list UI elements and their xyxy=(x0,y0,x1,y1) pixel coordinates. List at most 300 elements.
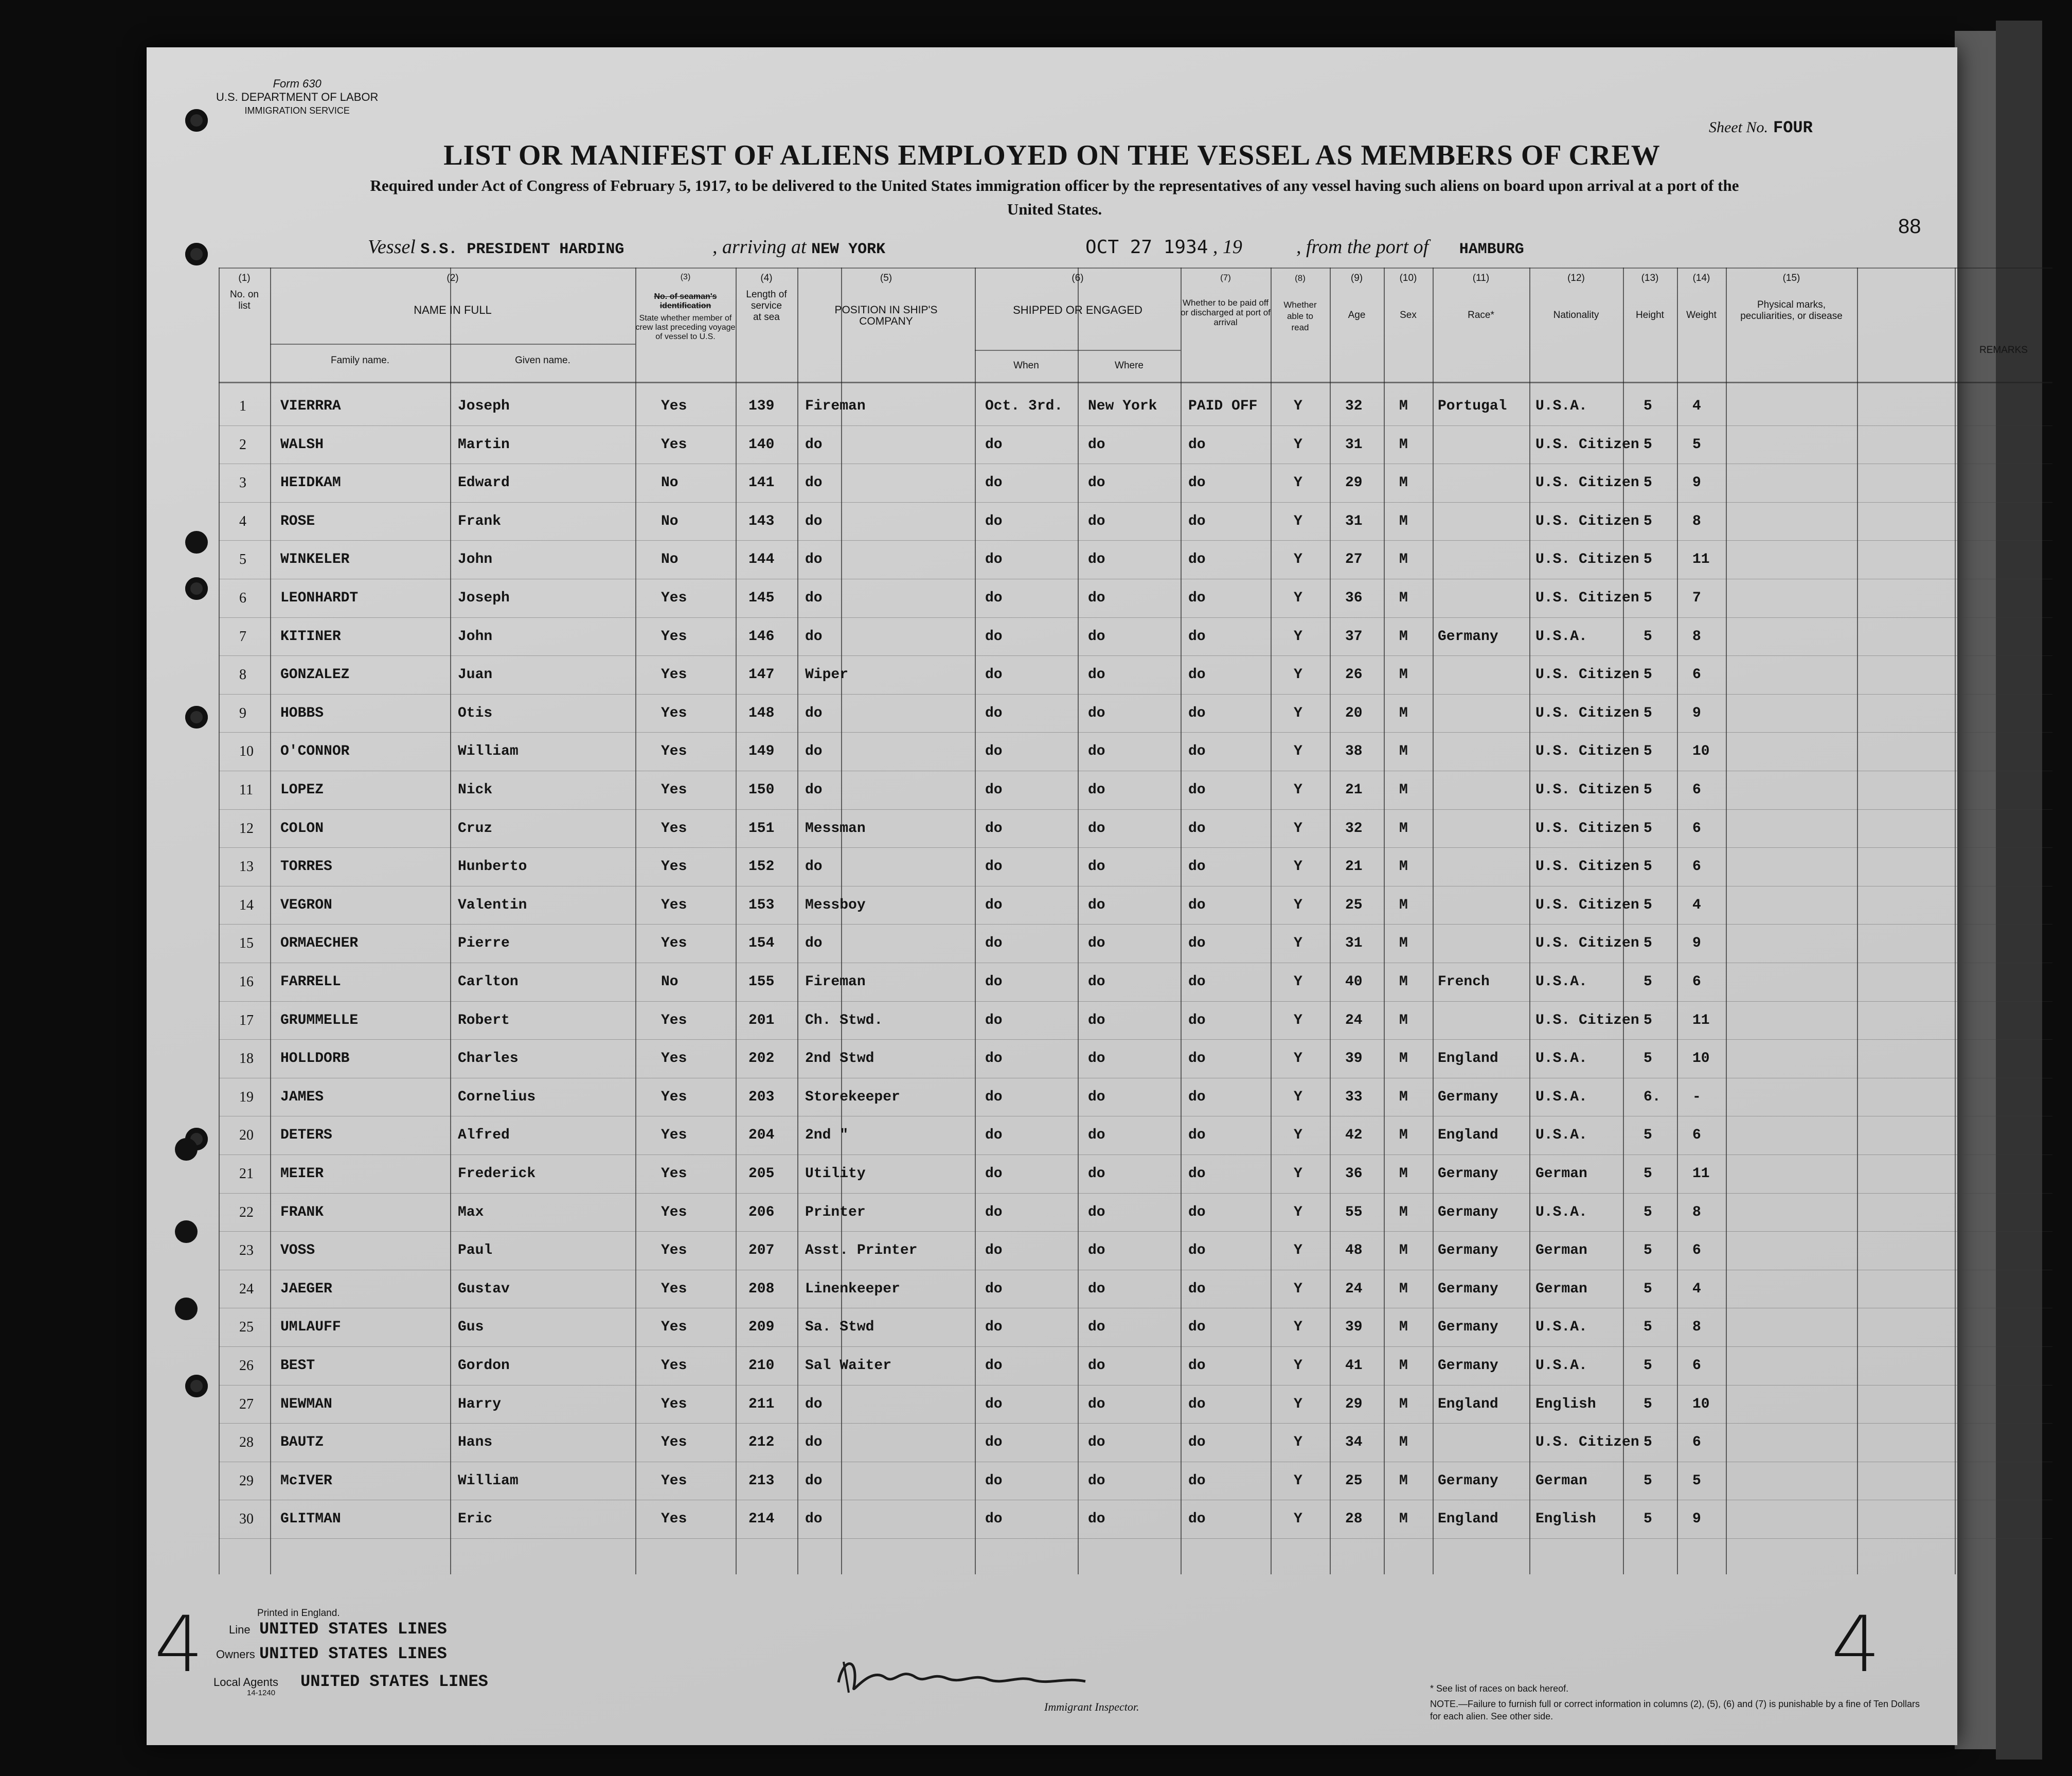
cell-shipped-when: do xyxy=(985,1127,1003,1144)
header-family: Family name. xyxy=(330,355,390,366)
header-when: When xyxy=(1013,360,1039,371)
cell-sex: M xyxy=(1399,859,1408,875)
col-num-4: (4) xyxy=(760,273,773,283)
col-label-prev-voyage: State whether member of crew last preceding voyage of vessel to U.S. xyxy=(635,314,736,341)
cell-weight: - xyxy=(1692,1089,1701,1105)
cell-given-name: Alfred xyxy=(458,1127,510,1144)
cell-weight: 6 xyxy=(1692,1358,1701,1374)
cell-family-name: WALSH xyxy=(280,436,324,453)
cell-height: 5 xyxy=(1644,897,1652,913)
cell-paid-off: do xyxy=(1188,1166,1206,1182)
cell-shipped-when: do xyxy=(985,935,1003,952)
cell-paid-off: do xyxy=(1188,782,1206,798)
cell-previous-voyage: Yes xyxy=(661,1358,687,1374)
cell-able-to-read: Y xyxy=(1294,590,1302,606)
cell-sex: M xyxy=(1399,1089,1408,1105)
cell-shipped-where: do xyxy=(1088,1127,1105,1144)
header-no xyxy=(219,273,270,312)
cell-paid-off: do xyxy=(1188,859,1206,875)
cell-row-number: 5 xyxy=(239,552,246,568)
cell-position: Asst. Printer xyxy=(805,1242,918,1259)
cell-position: do xyxy=(805,1434,823,1451)
cell-nationality: U.S.A. xyxy=(1535,1358,1587,1374)
cell-paid-off: do xyxy=(1188,1281,1206,1297)
cell-paid-off: do xyxy=(1188,1051,1206,1067)
cell-weight: 8 xyxy=(1692,513,1701,529)
cell-service-length: 143 xyxy=(748,513,775,529)
cell-family-name: COLON xyxy=(280,820,324,837)
cell-race: Germany xyxy=(1438,1281,1498,1297)
footer-form-code: 14-1240 xyxy=(247,1689,276,1697)
cell-age: 26 xyxy=(1345,667,1363,683)
cell-weight: 11 xyxy=(1692,1166,1710,1182)
cell-previous-voyage: Yes xyxy=(661,628,687,645)
form-department: U.S. DEPARTMENT OF LABOR xyxy=(216,91,379,103)
cell-sex: M xyxy=(1399,667,1408,683)
cell-nationality: U.S.A. xyxy=(1535,974,1587,990)
col-label-paid: Whether to be paid off or discharged at port of arrival xyxy=(1181,298,1271,327)
cell-shipped-when: do xyxy=(985,974,1003,990)
header-read xyxy=(1271,273,1330,333)
col-num-10: (10) xyxy=(1399,273,1417,283)
footer-inspector: Immigrant Inspector. xyxy=(1044,1700,1139,1713)
cell-service-length: 139 xyxy=(748,398,775,414)
cell-previous-voyage: Yes xyxy=(661,667,687,683)
cell-row-number: 8 xyxy=(239,667,246,683)
cell-age: 31 xyxy=(1345,513,1363,529)
cell-shipped-where: do xyxy=(1088,743,1105,760)
cell-age: 21 xyxy=(1345,782,1363,798)
col-label-nationality: Nationality xyxy=(1553,310,1599,321)
cell-weight: 11 xyxy=(1692,1012,1710,1028)
cell-height: 5 xyxy=(1644,705,1652,721)
cell-race: Portugal xyxy=(1438,398,1507,414)
col-num-5: (5) xyxy=(880,273,892,283)
table-row xyxy=(219,1385,2052,1423)
cell-paid-off: do xyxy=(1188,705,1206,721)
cell-age: 55 xyxy=(1345,1204,1363,1220)
cell-service-length: 209 xyxy=(748,1319,775,1336)
cell-height: 5 xyxy=(1644,743,1652,760)
table-row xyxy=(219,963,2052,1001)
left-page-mark: 4 xyxy=(154,1600,204,1690)
cell-row-number: 16 xyxy=(239,974,254,990)
header-shipped xyxy=(975,273,1181,316)
cell-previous-voyage: Yes xyxy=(661,1434,687,1451)
cell-able-to-read: Y xyxy=(1294,935,1302,952)
table-row xyxy=(219,732,2052,770)
arriving-port: NEW YORK xyxy=(811,241,886,258)
binder-hole xyxy=(185,1375,208,1397)
cell-weight: 10 xyxy=(1692,1051,1710,1067)
cell-shipped-where: do xyxy=(1088,974,1105,990)
cell-given-name: Valentin xyxy=(458,897,527,913)
cell-able-to-read: Y xyxy=(1294,1281,1302,1297)
table-row xyxy=(219,694,2052,732)
col-num-15: (15) xyxy=(1782,273,1800,283)
cell-service-length: 151 xyxy=(748,820,775,837)
cell-paid-off: do xyxy=(1188,1396,1206,1412)
cell-able-to-read: Y xyxy=(1294,1319,1302,1336)
cell-shipped-where: do xyxy=(1088,935,1105,952)
table-row xyxy=(219,1193,2052,1231)
cell-position: do xyxy=(805,552,823,568)
name-subrule xyxy=(270,344,635,345)
cell-given-name: Gus xyxy=(458,1319,484,1336)
cell-paid-off: do xyxy=(1188,935,1206,952)
cell-race: Germany xyxy=(1438,1472,1498,1489)
page-subtitle: Required under Act of Congress of February 5, 1917, to be delivered to the United States immigration officer by the representatives of any vessel having such aliens on board upon arrival at a port of the United States. xyxy=(370,176,1739,218)
cell-row-number: 11 xyxy=(239,782,253,798)
cell-position: do xyxy=(805,1511,823,1528)
cell-sex: M xyxy=(1399,1434,1408,1451)
voyage-line xyxy=(368,236,624,258)
cell-service-length: 152 xyxy=(748,859,775,875)
cell-given-name: Carlton xyxy=(458,974,519,990)
cell-nationality: U.S. Citizen xyxy=(1535,935,1639,952)
cell-sex: M xyxy=(1399,1396,1408,1412)
cell-weight: 4 xyxy=(1692,1281,1701,1297)
cell-sex: M xyxy=(1399,552,1408,568)
cell-sex: M xyxy=(1399,1051,1408,1067)
cell-age: 21 xyxy=(1345,859,1363,875)
cell-previous-voyage: Yes xyxy=(661,782,687,798)
cell-shipped-where: do xyxy=(1088,1012,1105,1028)
cell-nationality: U.S. Citizen xyxy=(1535,705,1639,721)
cell-age: 34 xyxy=(1345,1434,1363,1451)
cell-service-length: 213 xyxy=(748,1472,775,1489)
cell-height: 5 xyxy=(1644,820,1652,837)
cell-previous-voyage: Yes xyxy=(661,859,687,875)
cell-age: 39 xyxy=(1345,1319,1363,1336)
cell-position: Storekeeper xyxy=(805,1089,900,1105)
cell-shipped-when: do xyxy=(985,1472,1003,1489)
binder-hole xyxy=(185,577,208,600)
cell-position: Fireman xyxy=(805,974,866,990)
cell-position: do xyxy=(805,590,823,606)
cell-age: 48 xyxy=(1345,1242,1363,1259)
cell-able-to-read: Y xyxy=(1294,1166,1302,1182)
cell-height: 5 xyxy=(1644,475,1652,491)
cell-row-number: 27 xyxy=(239,1396,254,1412)
cell-age: 29 xyxy=(1345,1396,1363,1412)
cell-previous-voyage: Yes xyxy=(661,1511,687,1528)
cell-paid-off: do xyxy=(1188,743,1206,760)
cell-paid-off: do xyxy=(1188,1127,1206,1144)
cell-given-name: John xyxy=(458,628,493,645)
cell-paid-off: do xyxy=(1188,628,1206,645)
cell-weight: 9 xyxy=(1692,935,1701,952)
cell-position: do xyxy=(805,859,823,875)
cell-given-name: William xyxy=(458,1472,519,1489)
cell-given-name: Juan xyxy=(458,667,493,683)
cell-position: Linenkeeper xyxy=(805,1281,900,1297)
header-age xyxy=(1330,273,1384,321)
cell-age: 32 xyxy=(1345,398,1363,414)
cell-given-name: Max xyxy=(458,1204,484,1220)
header-name xyxy=(270,273,635,316)
cell-family-name: VIERRRA xyxy=(280,398,341,414)
cell-shipped-when: do xyxy=(985,1319,1003,1336)
cell-row-number: 18 xyxy=(239,1051,254,1067)
cell-able-to-read: Y xyxy=(1294,1396,1302,1412)
cell-family-name: KITINER xyxy=(280,628,341,645)
cell-service-length: 210 xyxy=(748,1358,775,1374)
cell-given-name: Martin xyxy=(458,436,510,453)
cell-height: 5 xyxy=(1644,1396,1652,1412)
cell-shipped-when: do xyxy=(985,667,1003,683)
cell-weight: 6 xyxy=(1692,1127,1701,1144)
cell-shipped-when: do xyxy=(985,513,1003,529)
right-page-mark: 4 xyxy=(1831,1600,1881,1690)
table-row xyxy=(219,1078,2052,1116)
cell-previous-voyage: No xyxy=(661,552,678,568)
cell-service-length: 204 xyxy=(748,1127,775,1144)
cell-previous-voyage: No xyxy=(661,974,678,990)
cell-able-to-read: Y xyxy=(1294,897,1302,913)
cell-family-name: LEONHARDT xyxy=(280,590,359,606)
cell-position: Sa. Stwd xyxy=(805,1319,874,1336)
cell-age: 31 xyxy=(1345,436,1363,453)
arriving-line xyxy=(712,236,885,258)
header-physical xyxy=(1726,273,1857,322)
table-row xyxy=(219,1039,2052,1077)
cell-service-length: 212 xyxy=(748,1434,775,1451)
cell-nationality: U.S.A. xyxy=(1535,628,1587,645)
cell-paid-off: do xyxy=(1188,1511,1206,1528)
departure-port: HAMBURG xyxy=(1459,241,1524,258)
cell-race: Germany xyxy=(1438,1319,1498,1336)
cell-shipped-when: do xyxy=(985,1166,1003,1182)
cell-previous-voyage: Yes xyxy=(661,1319,687,1336)
col-num-9: (9) xyxy=(1350,273,1363,283)
cell-age: 29 xyxy=(1345,475,1363,491)
table-row xyxy=(219,1116,2052,1154)
cell-paid-off: do xyxy=(1188,1434,1206,1451)
cell-sex: M xyxy=(1399,1281,1408,1297)
cell-given-name: Frank xyxy=(458,513,502,529)
cell-height: 5 xyxy=(1644,436,1652,453)
cell-shipped-when: do xyxy=(985,590,1003,606)
vessel-label: Vessel xyxy=(368,236,416,258)
cell-service-length: 201 xyxy=(748,1012,775,1028)
cell-age: 27 xyxy=(1345,552,1363,568)
col-num-6: (6) xyxy=(1071,273,1084,283)
cell-shipped-when: do xyxy=(985,436,1003,453)
cell-sex: M xyxy=(1399,705,1408,721)
cell-row-number: 22 xyxy=(239,1204,254,1220)
from-line xyxy=(1296,236,1524,258)
cell-position: Utility xyxy=(805,1166,866,1182)
table-row xyxy=(219,425,2052,464)
cell-previous-voyage: Yes xyxy=(661,820,687,837)
cell-age: 25 xyxy=(1345,1472,1363,1489)
cell-height: 5 xyxy=(1644,1166,1652,1182)
header-given: Given name. xyxy=(515,355,570,366)
cell-shipped-where: do xyxy=(1088,820,1105,837)
binder-hole xyxy=(185,531,208,554)
cell-previous-voyage: Yes xyxy=(661,1472,687,1489)
vessel-name: S.S. PRESIDENT HARDING xyxy=(420,241,624,258)
cell-previous-voyage: Yes xyxy=(661,1396,687,1412)
cell-paid-off: do xyxy=(1188,974,1206,990)
sheet-number xyxy=(1709,118,1813,137)
cell-service-length: 145 xyxy=(748,590,775,606)
cell-height: 5 xyxy=(1644,1127,1652,1144)
cell-age: 20 xyxy=(1345,705,1363,721)
cell-shipped-where: do xyxy=(1088,1204,1105,1220)
cell-previous-voyage: Yes xyxy=(661,1166,687,1182)
cell-race: England xyxy=(1438,1396,1498,1412)
cell-paid-off: do xyxy=(1188,1319,1206,1336)
binder-hole xyxy=(185,243,208,265)
cell-shipped-when: do xyxy=(985,743,1003,760)
col-label-shipped: SHIPPED OR ENGAGED xyxy=(1013,304,1142,316)
cell-nationality: U.S. Citizen xyxy=(1535,743,1639,760)
cell-shipped-when: do xyxy=(985,820,1003,837)
cell-sex: M xyxy=(1399,743,1408,760)
cell-height: 5 xyxy=(1644,552,1652,568)
header-remarks: REMARKS xyxy=(1979,345,2028,356)
cell-age: 37 xyxy=(1345,628,1363,645)
cell-able-to-read: Y xyxy=(1294,705,1302,721)
cell-age: 31 xyxy=(1345,935,1363,952)
cell-shipped-where: do xyxy=(1088,705,1105,721)
table-row xyxy=(219,387,2052,425)
cell-shipped-when: do xyxy=(985,1281,1003,1297)
cell-race: Germany xyxy=(1438,1204,1498,1220)
header-weight xyxy=(1677,273,1726,321)
cell-given-name: Gustav xyxy=(458,1281,510,1297)
cell-nationality: U.S. Citizen xyxy=(1535,859,1639,875)
cell-paid-off: do xyxy=(1188,1358,1206,1374)
cell-service-length: 206 xyxy=(748,1204,775,1220)
cell-weight: 4 xyxy=(1692,897,1701,913)
table-row xyxy=(219,1270,2052,1308)
cell-shipped-where: do xyxy=(1088,1511,1105,1528)
col-num-7: (7) xyxy=(1220,273,1231,282)
cell-able-to-read: Y xyxy=(1294,667,1302,683)
cell-able-to-read: Y xyxy=(1294,436,1302,453)
cell-previous-voyage: Yes xyxy=(661,743,687,760)
cell-weight: 6 xyxy=(1692,667,1701,683)
cell-shipped-when: do xyxy=(985,1012,1003,1028)
col-num-8: (8) xyxy=(1295,273,1306,283)
cell-family-name: NEWMAN xyxy=(280,1396,332,1412)
cell-family-name: FARRELL xyxy=(280,974,341,990)
cell-shipped-when: do xyxy=(985,1089,1003,1105)
table-row xyxy=(219,464,2052,502)
header-height xyxy=(1623,273,1677,321)
cell-age: 32 xyxy=(1345,820,1363,837)
cell-given-name: Joseph xyxy=(458,398,510,414)
cell-family-name: HEIDKAM xyxy=(280,475,341,491)
cell-weight: 10 xyxy=(1692,743,1710,760)
cell-race: Germany xyxy=(1438,628,1498,645)
cell-service-length: 148 xyxy=(748,705,775,721)
cell-shipped-where: do xyxy=(1088,1242,1105,1259)
cell-family-name: JAEGER xyxy=(280,1281,332,1297)
cell-position: 2nd Stwd xyxy=(805,1051,874,1067)
cell-sex: M xyxy=(1399,590,1408,606)
cell-row-number: 6 xyxy=(239,590,246,606)
col-label-height: Height xyxy=(1636,310,1664,321)
cell-sex: M xyxy=(1399,1012,1408,1028)
form-service: IMMIGRATION SERVICE xyxy=(244,105,350,116)
cell-sex: M xyxy=(1399,436,1408,453)
cell-row-number: 19 xyxy=(239,1089,254,1105)
cell-row-number: 3 xyxy=(239,475,246,491)
header-sex xyxy=(1384,273,1433,321)
cell-position: do xyxy=(805,1396,823,1412)
cell-shipped-when: Oct. 3rd. xyxy=(985,398,1063,414)
table-row xyxy=(219,924,2052,962)
cell-row-number: 28 xyxy=(239,1434,254,1451)
cell-service-length: 211 xyxy=(748,1396,775,1412)
col-label-position: POSITION IN SHIP'S COMPANY xyxy=(834,304,938,327)
cell-age: 25 xyxy=(1345,897,1363,913)
cell-able-to-read: Y xyxy=(1294,1242,1302,1259)
cell-sex: M xyxy=(1399,1204,1408,1220)
table-row xyxy=(219,1423,2052,1461)
cell-nationality: German xyxy=(1535,1166,1587,1182)
cell-service-length: 155 xyxy=(748,974,775,990)
cell-shipped-when: do xyxy=(985,782,1003,798)
cell-age: 42 xyxy=(1345,1127,1363,1144)
cell-able-to-read: Y xyxy=(1294,1358,1302,1374)
cell-previous-voyage: Yes xyxy=(661,897,687,913)
cell-row-number: 9 xyxy=(239,705,246,721)
cell-shipped-where: do xyxy=(1088,782,1105,798)
col-label-race: Race* xyxy=(1468,310,1494,321)
cell-position: Printer xyxy=(805,1204,866,1220)
cell-height: 5 xyxy=(1644,590,1652,606)
cell-shipped-when: do xyxy=(985,475,1003,491)
cell-given-name: Harry xyxy=(458,1396,502,1412)
cell-position: do xyxy=(805,935,823,952)
cell-nationality: U.S. Citizen xyxy=(1535,513,1639,529)
cell-family-name: TORRES xyxy=(280,859,332,875)
cell-shipped-when: do xyxy=(985,1358,1003,1374)
table-row xyxy=(219,1155,2052,1193)
binder-hole xyxy=(185,109,208,132)
cell-row-number: 2 xyxy=(239,436,246,453)
sheet-value: FOUR xyxy=(1773,118,1813,137)
date-line xyxy=(1085,236,1242,258)
binder-hole xyxy=(185,706,208,729)
table-top-rule xyxy=(219,268,2052,269)
cell-nationality: English xyxy=(1535,1511,1596,1528)
cell-shipped-when: do xyxy=(985,1511,1003,1528)
cell-family-name: O'CONNOR xyxy=(280,743,350,760)
cell-shipped-when: do xyxy=(985,1204,1003,1220)
cell-sex: M xyxy=(1399,1472,1408,1489)
cell-previous-voyage: Yes xyxy=(661,935,687,952)
cell-family-name: VEGRON xyxy=(280,897,332,913)
cell-height: 5 xyxy=(1644,935,1652,952)
cell-paid-off: do xyxy=(1188,897,1206,913)
cell-able-to-read: Y xyxy=(1294,1511,1302,1528)
arriving-label: , arriving at xyxy=(712,236,807,258)
cell-previous-voyage: No xyxy=(661,513,678,529)
cell-nationality: U.S.A. xyxy=(1535,1051,1587,1067)
cell-family-name: McIVER xyxy=(280,1472,332,1489)
col-num-1: (1) xyxy=(238,273,251,283)
cell-paid-off: do xyxy=(1188,436,1206,453)
cell-service-length: 147 xyxy=(748,667,775,683)
cell-nationality: U.S.A. xyxy=(1535,1319,1587,1336)
cell-service-length: 150 xyxy=(748,782,775,798)
